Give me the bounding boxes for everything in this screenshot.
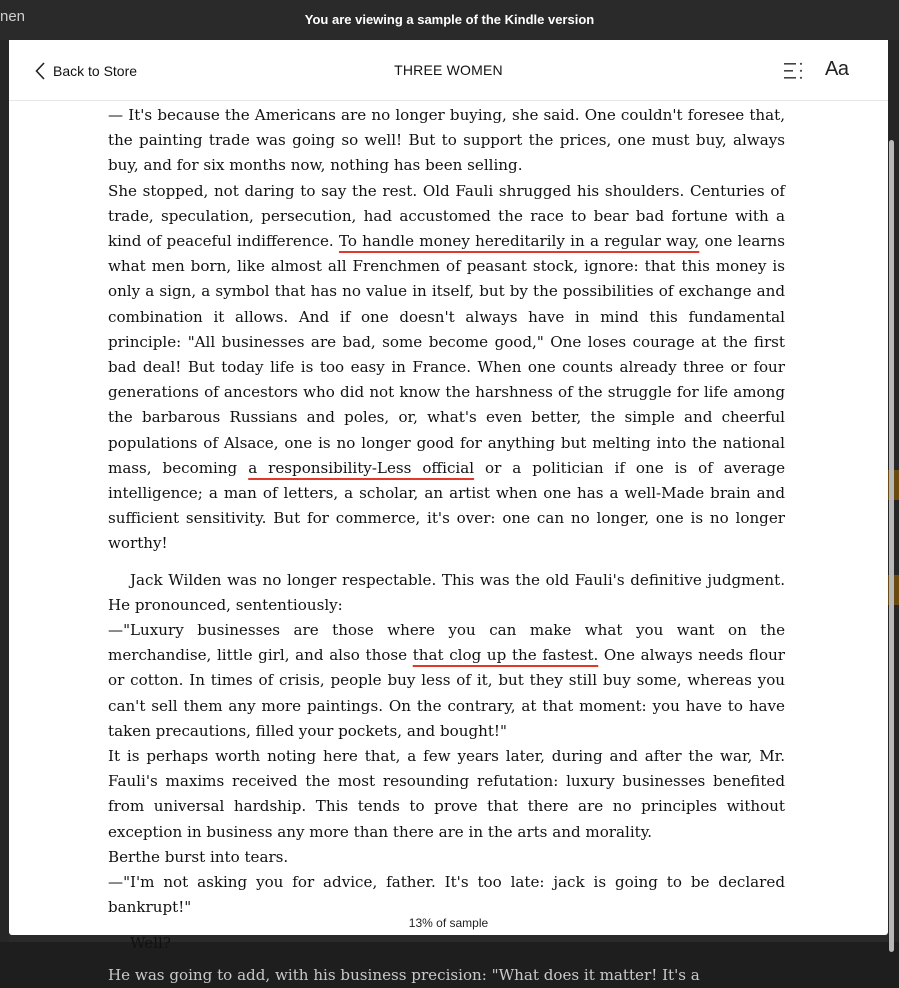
highlight-underline[interactable]: To handle money hereditarily in a regular way, [338, 232, 700, 251]
book-page-text [108, 103, 785, 988]
text-run: one learns what men born, like almost all Frenchmen of peasant stock, ignore: that this money is only a sign, a symbol that has no value in itself, but by the possibilities of exchange and combination it allows. And if one doesn't always have in mind this fundamental principle: "All businesses are bad, some become good," One loses courage at the first bad deal! But today life is too easy in France. When one counts already three or four generations of ancestors who did not know the harshness of the struggle for life among the barbarous Russians and poles, or, what's even better, the simple and cheerful populations of Alsace, one is no longer good for anything but melting into the national mass, becoming [108, 232, 785, 477]
table-of-contents-button[interactable] [783, 60, 805, 82]
sample-progress [9, 916, 888, 930]
back-to-store-label: Back to Store [53, 63, 138, 79]
text-run: or a politician if one is of average intelligence; a man of letters, a scholar, an artist when one has a well-Made brain and sufficient sensitivity. But for commerce, it's over: one can no longer, one is no longer worthy! [108, 458, 786, 553]
book-title: THREE WOMEN [394, 62, 503, 78]
paragraph [108, 618, 785, 744]
paragraph: Jack Wilden was no longer respectable. This was the old Fauli's definitive judgment. He pronounced, sententiously: [108, 570, 785, 614]
paragraph-faded: He was going to add, with his business precision: "What does it matter! It's a [108, 965, 700, 984]
kindle-reader-modal [9, 40, 888, 984]
text-run: She stopped, not daring to say the rest. Old Fauli shrugged his shoulders. Centuries of trade, speculation, persecution, had accustomed the race to bear bad fortune with a kind of peaceful indifference. [108, 181, 785, 251]
font-settings-button[interactable]: Aa [825, 58, 849, 80]
paragraph: — It's because the Americans are no longer buying, she said. One couldn't foresee that, the painting trade was going so well! But to support the prices, one must buy, always buy, and for six months now, nothing has been selling. [108, 106, 785, 175]
sample-banner: You are viewing a sample of the Kindle version [304, 11, 595, 27]
progress-label: 13% of sample [405, 916, 492, 930]
highlight-underline[interactable]: a responsibility-Less official [248, 458, 475, 477]
paragraph: —"I'm not asking you for advice, father. It's too late: jack is going to be declared bankrupt!" [108, 873, 785, 917]
paragraph: Berthe burst into tears. [108, 847, 289, 866]
backdrop-left-strip [0, 40, 9, 942]
scrollbar-thumb[interactable] [889, 140, 894, 952]
paragraph: It is perhaps worth noting here that, a few years later, during and after the war, Mr. Fauli's maxims received the most resounding refutation: luxury businesses benefited from universal hardship. This tends to prove that there are no principles without exception in business any more than there are in the arts and morality. [108, 747, 785, 841]
reader-header [9, 40, 888, 101]
highlight-underline[interactable]: that clog up the fastest. [412, 646, 599, 665]
table-of-contents-icon [783, 69, 805, 86]
text-run: One always needs flour or cotton. In times of crisis, people buy less of it, but they still buy some, whereas you can't sell them any more paintings. On the contrary, at that moment: you have to have taken precautions, filled your pockets, and bought!" [108, 646, 786, 740]
paragraph: Well? [130, 933, 171, 952]
backdrop-text-fragment: nen [0, 8, 26, 25]
paragraph [108, 179, 785, 557]
text-run: —"Luxury businesses are those where you can make what you want on the merchandise, little girl, and also those [108, 621, 785, 665]
